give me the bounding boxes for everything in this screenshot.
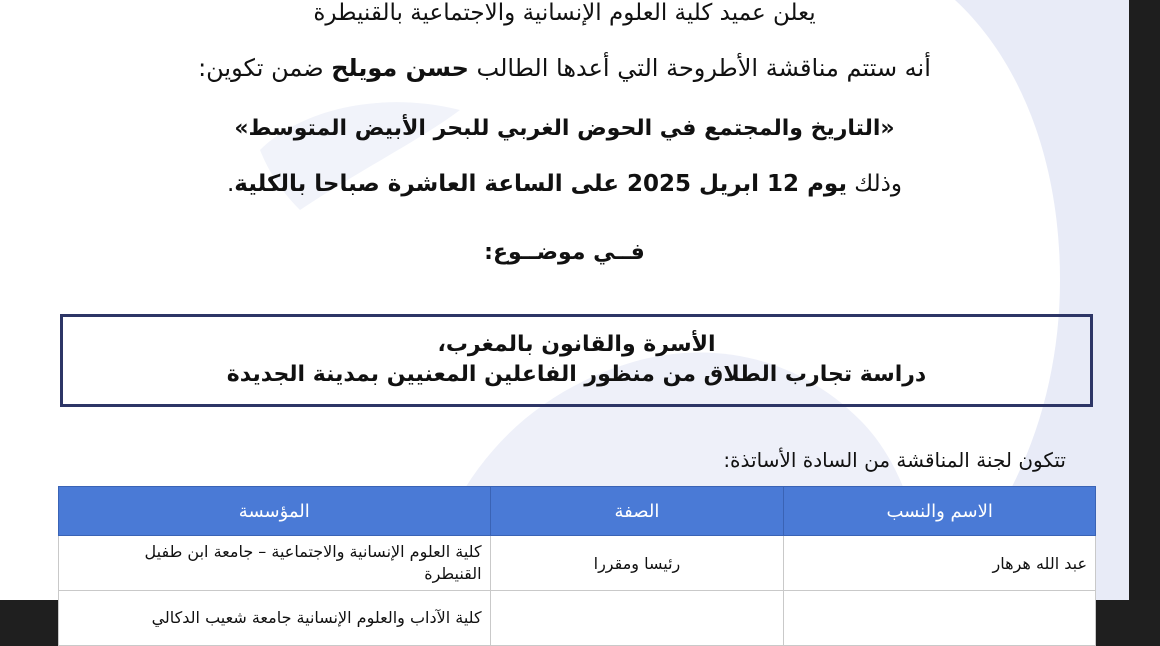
header-name: الاسم والنسب xyxy=(784,487,1096,536)
thesis-topic-box xyxy=(60,314,1093,407)
member-role: رئيسا ومقررا xyxy=(490,536,784,591)
announcement-header: يعلن عميد كلية العلوم الإنسانية والاجتماعية بالقنيطرة xyxy=(313,0,816,26)
member-institution xyxy=(59,536,491,591)
defense-statement xyxy=(0,54,1129,82)
table-row xyxy=(59,536,1096,591)
committee-table-header xyxy=(59,487,1096,536)
table-row xyxy=(59,591,1096,646)
datetime-prefix: وذلك xyxy=(846,171,903,197)
member-institution-line1: كلية الآداب والعلوم الإنسانية جامعة شعيب الدكالي xyxy=(151,608,482,627)
defense-datetime-line xyxy=(0,171,1129,197)
member-role xyxy=(490,591,784,646)
thesis-topic-line2: دراسة تجارب الطلاق من منظور الفاعلين المعنيين بمدينة الجديدة xyxy=(226,362,927,387)
member-institution-line2: القنيطرة xyxy=(424,564,482,583)
defense-datetime: يوم 12 ابريل 2025 على الساعة العاشرة صباحا بالكلية xyxy=(234,171,847,197)
student-name: حسن مويلح xyxy=(331,54,469,82)
committee-table xyxy=(58,486,1096,646)
defense-statement-end: ضمن تكوين: xyxy=(198,54,332,82)
header-institution: المؤسسة xyxy=(59,487,491,536)
member-name: عبد الله هرهار xyxy=(784,536,1096,591)
defense-statement-start: أنه ستتم مناقشة الأطروحة التي أعدها الطالب xyxy=(468,54,931,82)
header-role: الصفة xyxy=(490,487,784,536)
member-name xyxy=(784,591,1096,646)
datetime-suffix: . xyxy=(226,171,235,197)
viewer-edge-strip xyxy=(1129,0,1160,600)
subject-heading: فــي موضــوع: xyxy=(484,240,645,265)
committee-intro: تتكون لجنة المناقشة من السادة الأساتذة: xyxy=(723,448,1066,472)
program-title: «التاريخ والمجتمع في الحوض الغربي للبحر الأبيض المتوسط» xyxy=(234,116,895,141)
thesis-topic-line1: الأسرة والقانون بالمغرب، xyxy=(437,332,716,357)
member-institution-line1: كلية العلوم الإنسانية والاجتماعية – جامعة ابن طفيل xyxy=(144,542,482,561)
member-institution xyxy=(59,591,491,646)
